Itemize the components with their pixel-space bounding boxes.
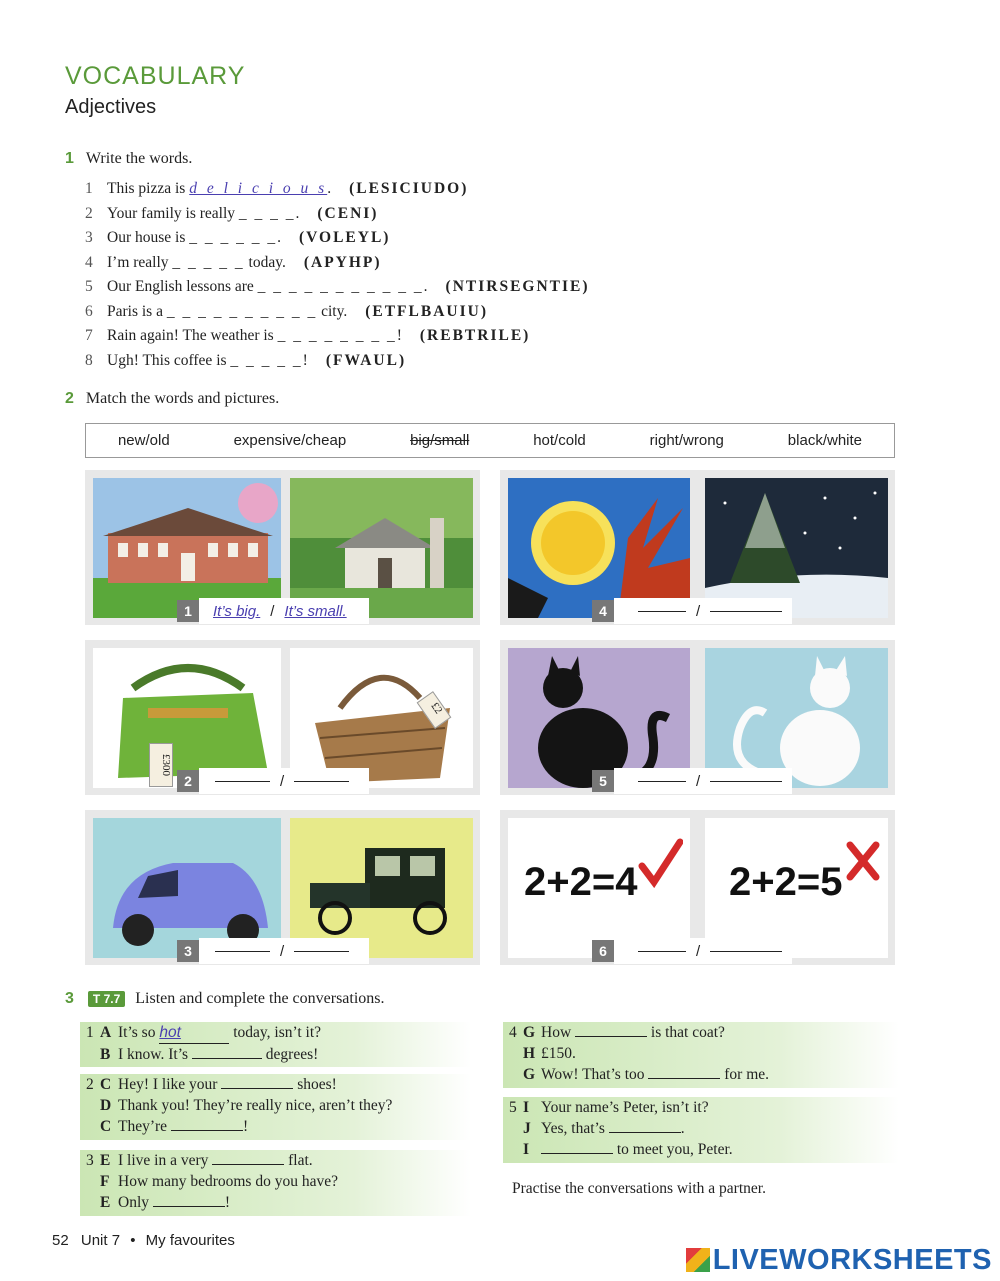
exercise-item (85, 327, 590, 352)
conversation-2 (80, 1074, 471, 1140)
scrambled-letters: (LESICIUDO) (349, 180, 469, 197)
exercise-item (85, 180, 590, 205)
line-text: How many bedrooms do you have? (118, 1173, 338, 1190)
cheap-bag-image (290, 648, 473, 788)
audio-track-badge[interactable]: T 7.7 (88, 991, 125, 1007)
answer-slot (199, 938, 369, 964)
separator: / (280, 772, 285, 790)
answer-input[interactable]: _ _ _ _ _ _ _ _ _ _ (166, 302, 318, 320)
item-number: 3 (85, 229, 93, 246)
answer-input[interactable]: _ _ _ _ _ _ _ _ _ _ _ (257, 278, 424, 295)
speaker: J (523, 1120, 531, 1137)
line-text: Your name’s Peter, isn’t it? (541, 1099, 709, 1116)
section-heading: VOCABULARY (65, 62, 246, 90)
line-text: Wow! That’s too (541, 1066, 649, 1083)
practise-note: Practise the conversations with a partner. (512, 1180, 766, 1197)
item-number: 8 (85, 351, 93, 369)
answer-input[interactable]: hot (159, 1022, 229, 1044)
exercise-instruction: Write the words. (85, 150, 193, 167)
item-text: ! (396, 327, 402, 344)
exercise-item (85, 278, 590, 303)
word-pair-used: big/small (410, 432, 470, 449)
equation-text: 2+2=4 (524, 860, 638, 904)
item-text: Ugh! This coffee is (107, 351, 231, 369)
green-bag-icon (93, 648, 281, 788)
line-text: ! (224, 1194, 231, 1211)
speaker: H (523, 1045, 536, 1062)
line-text: Yes, that’s (541, 1120, 609, 1137)
speaker: E (100, 1194, 111, 1211)
picture-panel-5 (500, 640, 895, 795)
line-text: How (541, 1024, 576, 1041)
answer-input[interactable]: d e l i c i o u s (189, 180, 328, 197)
picture-panel-2 (85, 640, 480, 795)
black-cat-image (508, 648, 690, 788)
conversation-number: 1 (86, 1024, 94, 1041)
panel-number: 3 (177, 940, 199, 962)
answer-input[interactable] (153, 1206, 225, 1207)
answer-input[interactable] (294, 781, 349, 782)
item-number: 6 (85, 302, 93, 320)
exercise-item (85, 254, 590, 279)
line-text: to meet you, Peter. (613, 1141, 733, 1158)
word-pair: black/white (787, 432, 862, 449)
answer-input[interactable]: _ _ _ _ _ (230, 351, 303, 369)
item-text: today. (244, 253, 286, 271)
item-text: . (327, 180, 332, 197)
new-car-image (93, 818, 281, 958)
exercise-item (85, 229, 590, 254)
exercise-item (85, 205, 590, 230)
answer-input[interactable]: _ _ _ _ _ _ (189, 229, 278, 246)
speaker: A (100, 1024, 112, 1041)
speaker: G (523, 1024, 536, 1041)
item-number: 4 (85, 253, 93, 271)
speaker: F (100, 1173, 110, 1190)
answer-input[interactable] (294, 951, 349, 952)
answer-input[interactable] (710, 781, 782, 782)
conversation-4 (503, 1022, 899, 1088)
speaker: G (523, 1066, 536, 1083)
item-number: 1 (85, 180, 93, 197)
answer-slot (614, 598, 792, 624)
exercise-3-header (65, 990, 385, 1008)
answer-input[interactable] (710, 611, 782, 612)
answer-input[interactable]: _ _ _ _ (238, 204, 296, 222)
conversation-number: 4 (509, 1024, 517, 1041)
answer-slot (614, 768, 792, 794)
panel-number: 6 (592, 940, 614, 962)
scrambled-letters: (FWAUL) (325, 351, 407, 369)
answer-input[interactable] (215, 781, 270, 782)
answer-input[interactable] (648, 1078, 720, 1079)
word-pair: right/wrong (649, 432, 724, 449)
exercise-number: 3 (65, 990, 74, 1007)
answer-input[interactable] (192, 1058, 262, 1059)
answer-input[interactable] (171, 1130, 243, 1131)
item-text: Our house is (107, 229, 190, 246)
item-text: Your family is really (107, 204, 239, 222)
answer-slot (614, 938, 792, 964)
conversation-number: 3 (86, 1152, 94, 1169)
check-mark-icon (638, 838, 683, 888)
small-house-image (290, 478, 473, 618)
page-number: 52 (52, 1232, 69, 1249)
answer-input[interactable] (710, 951, 782, 952)
exercise-number: 1 (65, 150, 74, 167)
line-text: for me. (720, 1066, 770, 1083)
item-number: 7 (85, 327, 93, 344)
separator: / (280, 942, 285, 960)
answer-input[interactable] (575, 1036, 647, 1037)
unit-label: Unit 7 (80, 1232, 121, 1249)
bullet: • (130, 1232, 136, 1249)
item-text: city. (317, 302, 348, 320)
exercise-2-header (65, 390, 279, 408)
conversation-1 (80, 1022, 471, 1067)
exercise-item (85, 303, 590, 328)
word-pair: hot/cold (533, 432, 586, 449)
answer-input[interactable] (212, 1164, 284, 1165)
separator: / (270, 602, 275, 620)
speaker: D (100, 1097, 112, 1114)
line-text: £150. (541, 1045, 576, 1062)
scrambled-letters: (REBTRILE) (419, 327, 531, 344)
scrambled-letters: (NTIRSEGNTIE) (445, 278, 590, 295)
line-text: degrees! (261, 1046, 319, 1063)
answer-input[interactable] (609, 1132, 681, 1133)
line-text: ! (242, 1118, 249, 1135)
speaker: C (100, 1076, 112, 1093)
line-text: shoes! (293, 1076, 337, 1093)
line-text: today, isn’t it? (229, 1024, 322, 1041)
line-text: Only (118, 1194, 153, 1211)
separator: / (696, 602, 701, 620)
conversation-number: 5 (509, 1099, 517, 1116)
line-text: I know. It’s (118, 1046, 192, 1063)
item-text: Our English lessons are (107, 278, 258, 295)
unit-title: My favourites (145, 1232, 235, 1249)
picture-panel-4 (500, 470, 895, 625)
word-box (85, 423, 895, 458)
answer-input[interactable] (638, 781, 686, 782)
answer-input[interactable] (541, 1153, 613, 1154)
expensive-bag-image (93, 648, 281, 788)
right-sum-image (508, 818, 690, 958)
equation-text: 2+2=5 (729, 860, 843, 904)
answer-input[interactable]: It’s small. (284, 602, 347, 620)
scrambled-letters: (CENI) (317, 204, 379, 222)
exercise-1-header (65, 150, 192, 168)
answer-input[interactable]: _ _ _ _ _ _ _ _ (277, 327, 397, 344)
brand-name: LIVEWORKSHEETS (712, 1244, 992, 1276)
item-text: Rain again! The weather is (107, 327, 278, 344)
item-text: ! (302, 351, 308, 369)
panel-number: 5 (592, 770, 614, 792)
conversation-5 (503, 1097, 899, 1163)
wrong-sum-image (705, 818, 888, 958)
item-text: . (295, 204, 300, 222)
line-text: is that coat? (647, 1024, 725, 1041)
answer-input[interactable] (638, 951, 686, 952)
answer-input[interactable] (221, 1088, 293, 1089)
brand-logo (686, 1244, 992, 1277)
scrambled-letters: (ETFLBAUIU) (365, 302, 488, 320)
panel-number: 2 (177, 770, 199, 792)
old-car-image (290, 818, 473, 958)
panel-number: 4 (592, 600, 614, 622)
answer-slot (199, 768, 369, 794)
exercise-1-list (85, 180, 590, 376)
item-text: . (423, 278, 428, 295)
answer-input[interactable] (215, 951, 270, 952)
answer-slot (199, 598, 369, 624)
cold-snow-image (705, 478, 888, 618)
line-text: It’s so (118, 1024, 160, 1041)
item-text: This pizza is (107, 180, 190, 197)
answer-input[interactable]: _ _ _ _ _ (172, 253, 245, 271)
speaker: I (523, 1099, 530, 1116)
brand-icon (686, 1248, 710, 1272)
answer-input[interactable]: It’s big. (213, 602, 261, 620)
conversation-3 (80, 1150, 471, 1216)
scrambled-letters: (APYHP) (303, 253, 382, 271)
scrambled-letters: (VOLEYL) (298, 229, 391, 246)
page-footer (52, 1232, 235, 1249)
exercise-instruction: Match the words and pictures. (85, 390, 280, 407)
word-pair: new/old (117, 432, 170, 449)
item-text: I’m really (107, 253, 173, 271)
hot-sun-image (508, 478, 690, 618)
picture-panel-6 (500, 810, 895, 965)
conversation-number: 2 (86, 1076, 94, 1093)
item-number: 2 (85, 204, 93, 222)
speaker: C (100, 1118, 112, 1135)
line-text: Thank you! They’re really nice, aren’t they? (118, 1097, 393, 1114)
exercise-item (85, 352, 590, 377)
exercise-instruction: Listen and complete the conversations. (135, 990, 385, 1007)
item-number: 5 (85, 278, 93, 295)
panel-number: 1 (177, 600, 199, 622)
price-tag: £2 (417, 691, 452, 729)
item-text: . (277, 229, 281, 246)
big-house-image (93, 478, 281, 618)
exercise-number: 2 (65, 390, 74, 407)
line-text: flat. (284, 1152, 313, 1169)
separator: / (696, 942, 701, 960)
line-text: . (680, 1120, 685, 1137)
section-subheading: Adjectives (65, 96, 157, 118)
price-tag: £300 (149, 743, 173, 787)
line-text: They’re (118, 1118, 171, 1135)
speaker: E (100, 1152, 111, 1169)
speaker: B (100, 1046, 111, 1063)
word-pair: expensive/cheap (233, 432, 347, 449)
speaker: I (523, 1141, 530, 1158)
picture-panel-1 (85, 470, 480, 625)
line-text: Hey! I like your (118, 1076, 222, 1093)
cross-mark-icon (845, 840, 881, 882)
white-cat-image (705, 648, 888, 788)
separator: / (696, 772, 701, 790)
item-text: Paris is a (107, 302, 167, 320)
line-text: I live in a very (118, 1152, 213, 1169)
answer-input[interactable] (638, 611, 686, 612)
picture-panel-3 (85, 810, 480, 965)
